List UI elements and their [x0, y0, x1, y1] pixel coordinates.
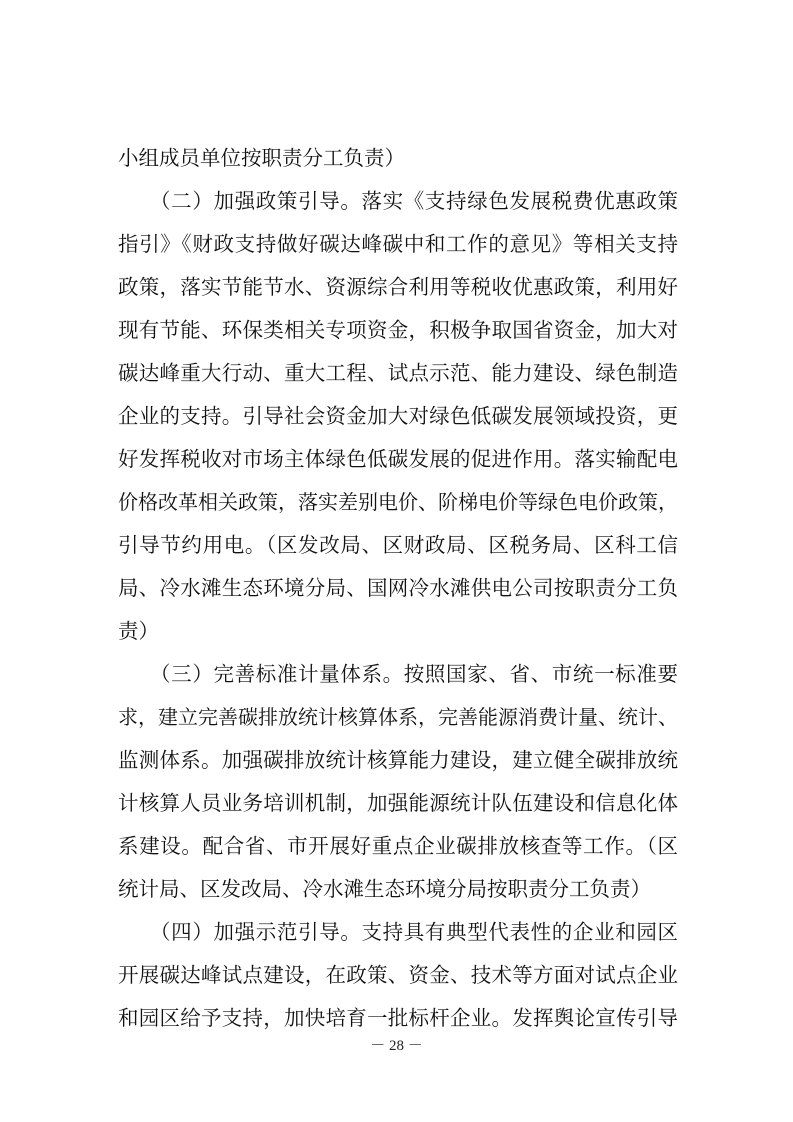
text-line: 政策，落实节能节水、资源综合利用等税收优惠政策，利用好	[118, 275, 678, 299]
text-line: （四）加强示范引导。支持具有典型代表性的企业和园区	[118, 920, 678, 944]
text-line: 指引》《财政支持做好碳达峰碳中和工作的意见》等相关支持	[118, 232, 678, 256]
text-line: 系建设。配合省、市开展好重点企业碳排放核查等工作。（区	[118, 834, 678, 858]
text-line: 好发挥税收对市场主体绿色低碳发展的促进作用。落实输配电	[118, 447, 678, 471]
text-line: 小组成员单位按职责分工负责）	[118, 146, 405, 170]
text-line: 现有节能、环保类相关专项资金，积极争取国省资金，加大对	[118, 318, 678, 342]
text-line: 碳达峰重大行动、重大工程、试点示范、能力建设、绿色制造	[118, 361, 678, 385]
text-line: 开展碳达峰试点建设，在政策、资金、技术等方面对试点企业	[118, 963, 678, 987]
text-line: 责）	[118, 619, 159, 643]
text-line: 统计局、区发改局、冷水滩生态环境分局按职责分工负责）	[118, 877, 651, 901]
text-line: 计核算人员业务培训机制，加强能源统计队伍建设和信息化体	[118, 791, 678, 815]
text-line: 局、冷水滩生态环境分局、国网冷水滩供电公司按职责分工负	[118, 576, 678, 600]
text-line: 企业的支持。引导社会资金加大对绿色低碳发展领域投资，更	[118, 404, 678, 428]
text-line: 价格改革相关政策，落实差别电价、阶梯电价等绿色电价政策，	[118, 490, 678, 514]
text-line: 引导节约用电。（区发改局、区财政局、区税务局、区科工信	[118, 533, 678, 557]
text-line: （三）完善标准计量体系。按照国家、省、市统一标准要	[118, 662, 678, 686]
page-number: － 28 －	[370, 1038, 423, 1054]
text-line: （二）加强政策引导。落实《支持绿色发展税费优惠政策	[118, 189, 678, 213]
text-line: 和园区给予支持，加快培育一批标杆企业。发挥舆论宣传引导	[118, 1006, 678, 1030]
text-line: 求，建立完善碳排放统计核算体系，完善能源消费计量、统计、	[118, 705, 678, 729]
text-line: 监测体系。加强碳排放统计核算能力建设，建立健全碳排放统	[118, 748, 678, 772]
